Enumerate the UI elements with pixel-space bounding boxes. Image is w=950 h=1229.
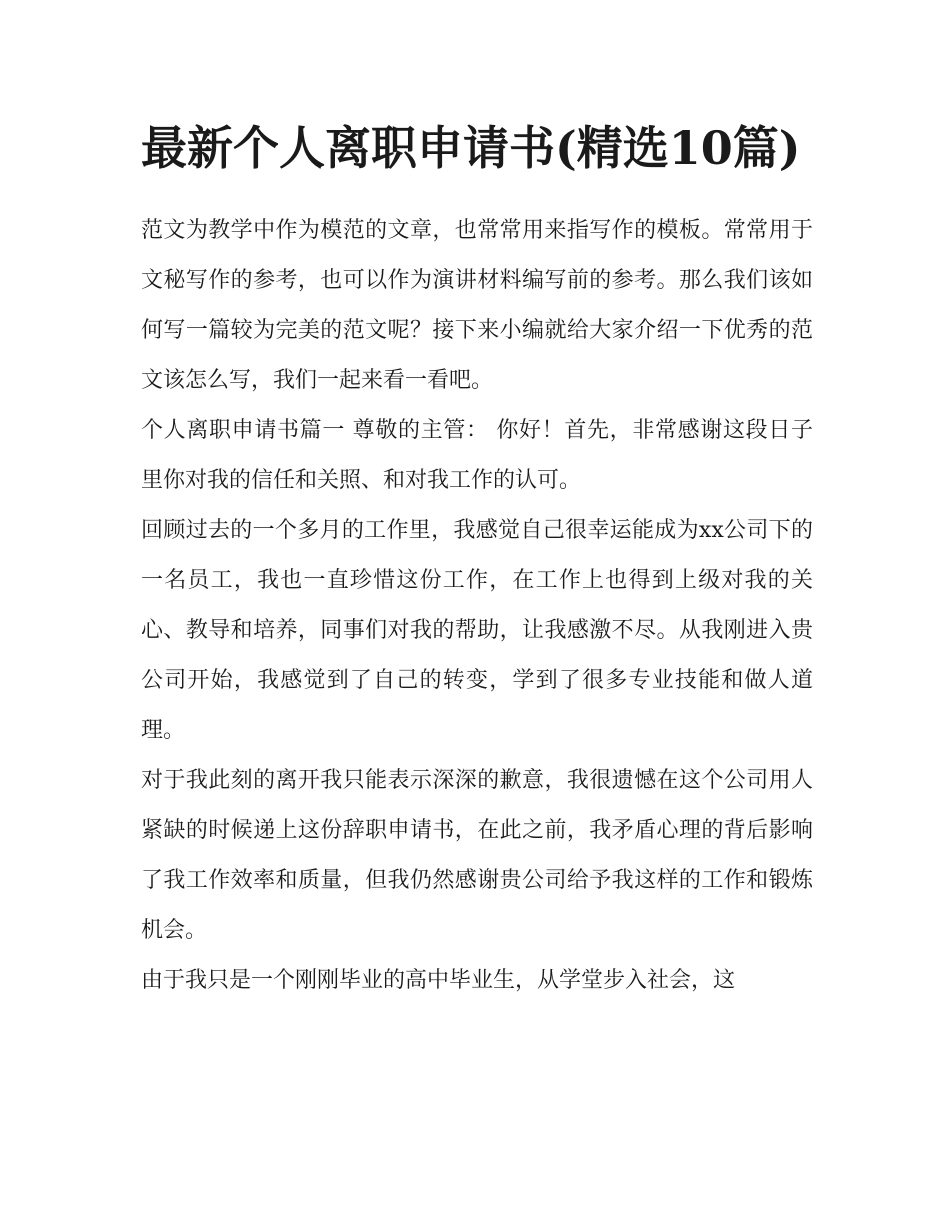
document-title: 最新个人离职申请书(精选10篇) (141, 121, 801, 175)
paragraph-reason: 由于我只是一个刚刚毕业的高中毕业生，从学堂步入社会，这 (141, 968, 736, 993)
paragraph-intro: 范文为教学中作为模范的文章，也常常用来指写作的模板。常常用于文秘写作的参考，也可以作为演讲材料编写前的参考。那么我们该如何写一篇较为完美的范文呢？接下来小编就给大家介绍一下优秀的范文该怎么写，我们一起来看一看吧。 (141, 218, 813, 393)
paragraph-review: 回顾过去的一个多月的工作里，我感觉自己很幸运能成为xx公司下的一名员工，我也一直珍惜这份工作，在工作上也得到上级对我的关心、教导和培养，同事们对我的帮助，让我感激不尽。从我刚进入贵公司开始，我感觉到了自己的转变，学到了很多专业技能和做人道理。 (141, 518, 813, 743)
paragraph-greeting: 个人离职申请书篇一 尊敬的主管： 你好！首先，非常感谢这段日子里你对我的信任和关照、和对我工作的认可。 (141, 418, 813, 493)
document-body (141, 112, 813, 1006)
paragraph-apology: 对于我此刻的离开我只能表示深深的歉意，我很遗憾在这个公司用人紧缺的时候递上这份辞职申请书，在此之前，我矛盾心理的背后影响了我工作效率和质量，但我仍然感谢贵公司给予我这样的工作和锻炼机会。 (141, 768, 813, 943)
